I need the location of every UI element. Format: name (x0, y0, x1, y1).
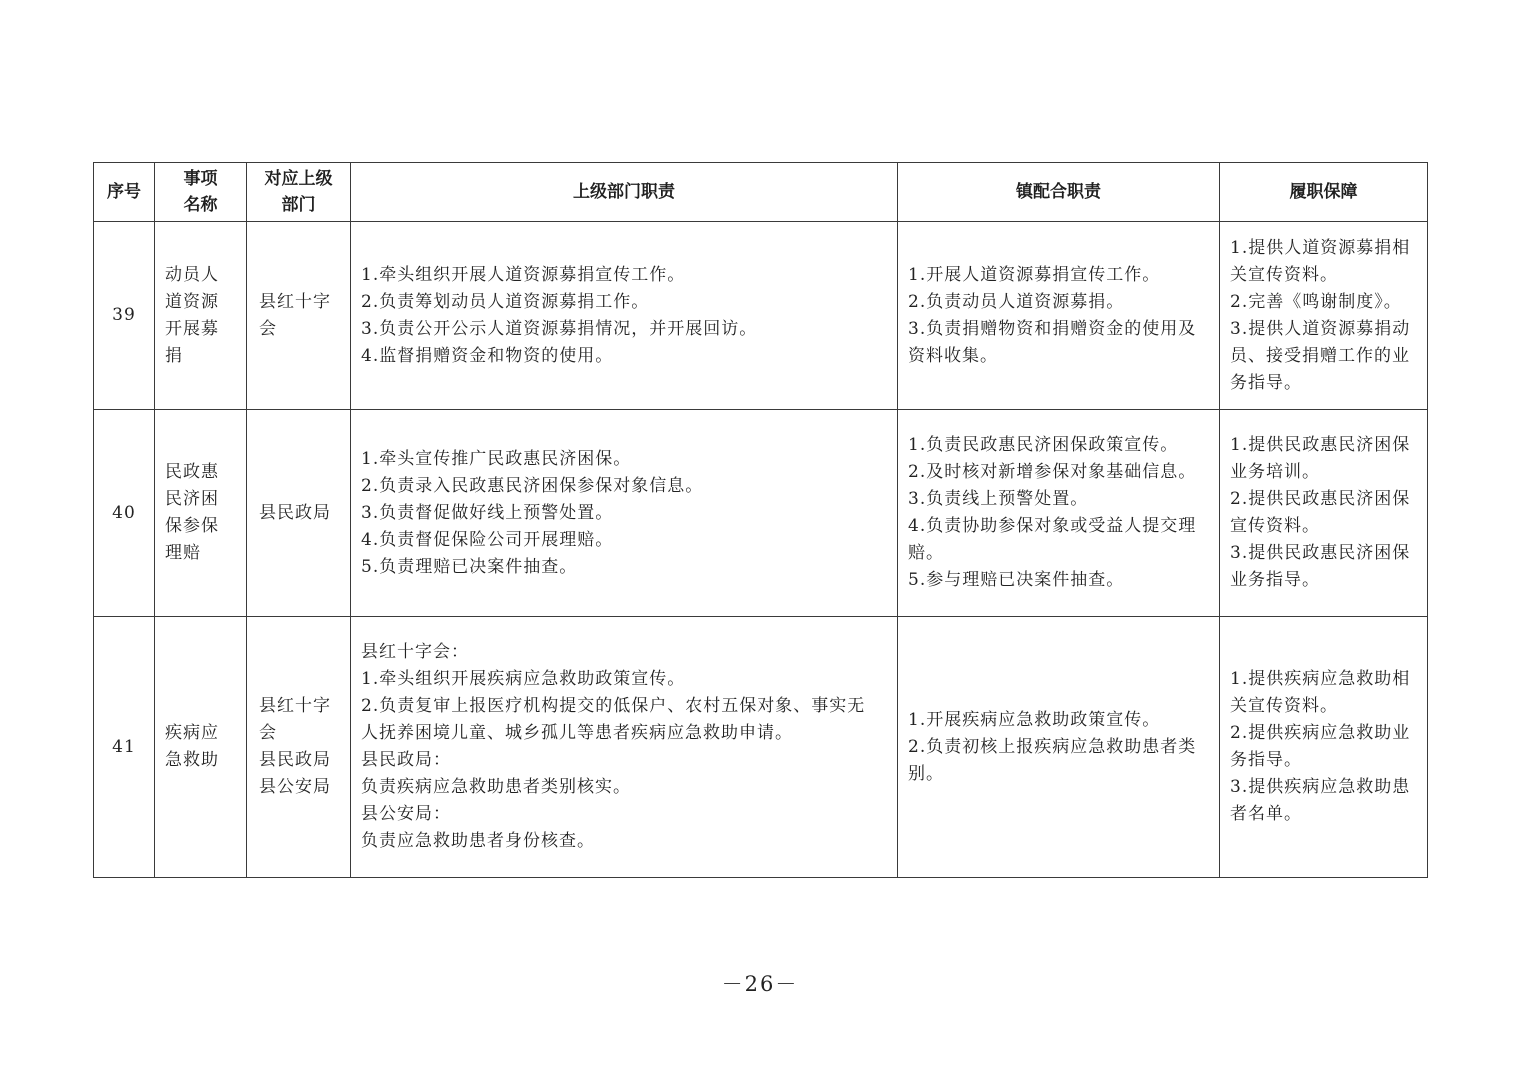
table-row (94, 410, 1428, 617)
header-item-name-line2: 名称 (183, 195, 218, 215)
town-duty-line: 5.参与理赔已决案件抽查。 (908, 570, 1125, 590)
row-guarantee (1220, 410, 1428, 617)
duty-line: 县红十字会： (361, 642, 469, 662)
header-item-name (155, 163, 247, 222)
duty-line: 5.负责理赔已决案件抽查。 (361, 556, 578, 577)
item-name-line: 保参保 (165, 516, 219, 536)
dept-line: 县红十字 (259, 696, 331, 716)
guarantee-line: 关宣传资料。 (1230, 696, 1338, 716)
item-name-line: 疾病应 (165, 723, 219, 743)
header-superior-duty: 上级部门职责 (351, 163, 898, 222)
header-superior-dept-line2: 部门 (281, 195, 316, 215)
duty-line: 县公安局： (361, 804, 451, 824)
town-duty-line: 4.负责协助参保对象或受益人提交理 (908, 516, 1197, 536)
dept-line: 县公安局 (259, 777, 331, 797)
town-duty-line: 1.开展人道资源募捐宣传工作。 (908, 264, 1161, 285)
town-duty-line: 2.负责初核上报疾病应急救助患者类 (908, 736, 1197, 757)
guarantee-line: 关宣传资料。 (1230, 264, 1338, 285)
item-name-line: 动员人 (165, 264, 219, 285)
row-superior-dept (247, 410, 351, 617)
duty-line: 4.监督捐赠资金和物资的使用。 (361, 345, 614, 366)
row-superior-dept (247, 222, 351, 410)
row-seq: 40 (94, 410, 155, 617)
row-town-duty (898, 222, 1220, 410)
item-name-line: 民济困 (165, 489, 219, 509)
row-town-duty (898, 410, 1220, 617)
town-duty-line: 赔。 (908, 543, 944, 563)
dept-line: 会 (259, 318, 277, 339)
item-name-line: 民政惠 (165, 462, 219, 482)
table-row (94, 222, 1428, 410)
guarantee-line: 业务指导。 (1230, 570, 1320, 590)
guarantee-line: 者名单。 (1230, 804, 1302, 824)
row-guarantee (1220, 617, 1428, 878)
duty-line: 县民政局： (361, 750, 451, 770)
guarantee-line: 3.提供疾病应急救助患 (1230, 777, 1411, 797)
guarantee-line: 业务培训。 (1230, 462, 1320, 482)
guarantee-line: 1.提供民政惠民济困保 (1230, 435, 1411, 455)
duty-line: 4.负责督促保险公司开展理赔。 (361, 529, 614, 550)
guarantee-line: 宣传资料。 (1230, 516, 1320, 536)
row-item-name (155, 222, 247, 410)
row-superior-duty (351, 617, 898, 878)
header-town-duty: 镇配合职责 (898, 163, 1220, 222)
dept-line: 县民政局 (259, 750, 331, 770)
guarantee-line: 务指导。 (1230, 372, 1302, 393)
guarantee-line: 3.提供人道资源募捐动 (1230, 318, 1411, 339)
item-name-line: 开展募 (165, 318, 219, 339)
item-name-line: 理赔 (165, 543, 201, 563)
row-guarantee (1220, 222, 1428, 410)
dept-line: 会 (259, 723, 277, 743)
duty-line: 1.牵头组织开展疾病应急救助政策宣传。 (361, 669, 686, 689)
item-name-line: 捐 (165, 345, 183, 366)
header-item-name-line1: 事项 (183, 169, 218, 189)
guarantee-line: 3.提供民政惠民济困保 (1230, 543, 1411, 563)
duty-line: 2.负责复审上报医疗机构提交的低保户、农村五保对象、事实无 (361, 696, 866, 716)
town-duty-line: 1.负责民政惠民济困保政策宣传。 (908, 435, 1179, 455)
row-seq: 39 (94, 222, 155, 410)
guarantee-line: 务指导。 (1230, 750, 1302, 770)
town-duty-line: 3.负责捐赠物资和捐赠资金的使用及 (908, 318, 1197, 339)
duty-line: 2.负责筹划动员人道资源募捐工作。 (361, 291, 650, 312)
guarantee-line: 1.提供人道资源募捐相 (1230, 237, 1411, 258)
row-town-duty (898, 617, 1220, 878)
guarantee-line: 2.提供民政惠民济困保 (1230, 489, 1411, 509)
town-duty-line: 3.负责线上预警处置。 (908, 489, 1089, 509)
row-item-name (155, 617, 247, 878)
dept-line: 县红十字 (259, 291, 331, 312)
row-item-name (155, 410, 247, 617)
town-duty-line: 1.开展疾病应急救助政策宣传。 (908, 709, 1161, 730)
page-number: －26－ (721, 972, 799, 996)
duty-line: 人抚养困境儿童、城乡孤儿等患者疾病应急救助申请。 (361, 723, 793, 743)
duty-line: 负责应急救助患者身份核查。 (361, 831, 595, 851)
duty-line: 负责疾病应急救助患者类别核实。 (361, 777, 631, 797)
town-duty-line: 别。 (908, 763, 944, 784)
town-duty-line: 资料收集。 (908, 345, 998, 366)
header-guarantee: 履职保障 (1220, 163, 1428, 222)
duty-line: 2.负责录入民政惠民济困保参保对象信息。 (361, 475, 704, 496)
town-duty-line: 2.负责动员人道资源募捐。 (908, 291, 1125, 312)
item-name-line: 道资源 (165, 291, 219, 312)
guarantee-line: 2.提供疾病应急救助业 (1230, 723, 1411, 743)
duties-table (93, 162, 1428, 878)
table-row (94, 617, 1428, 878)
guarantee-line: 2.完善《鸣谢制度》。 (1230, 291, 1402, 312)
town-duty-line: 2.及时核对新增参保对象基础信息。 (908, 462, 1197, 482)
duty-line: 1.牵头宣传推广民政惠民济困保。 (361, 448, 632, 469)
header-seq: 序号 (94, 163, 155, 222)
row-seq: 41 (94, 617, 155, 878)
duty-line: 3.负责公开公示人道资源募捐情况，并开展回访。 (361, 318, 758, 339)
duty-line: 3.负责督促做好线上预警处置。 (361, 502, 614, 523)
guarantee-line: 员、接受捐赠工作的业 (1230, 345, 1410, 366)
row-superior-duty (351, 410, 898, 617)
row-superior-duty (351, 222, 898, 410)
row-superior-dept (247, 617, 351, 878)
table-header-row (94, 163, 1428, 222)
duty-line: 1.牵头组织开展人道资源募捐宣传工作。 (361, 264, 686, 285)
dept-line: 县民政局 (259, 502, 331, 523)
header-superior-dept (247, 163, 351, 222)
guarantee-line: 1.提供疾病应急救助相 (1230, 669, 1411, 689)
item-name-line: 急救助 (165, 750, 219, 770)
header-superior-dept-line1: 对应上级 (264, 169, 333, 189)
